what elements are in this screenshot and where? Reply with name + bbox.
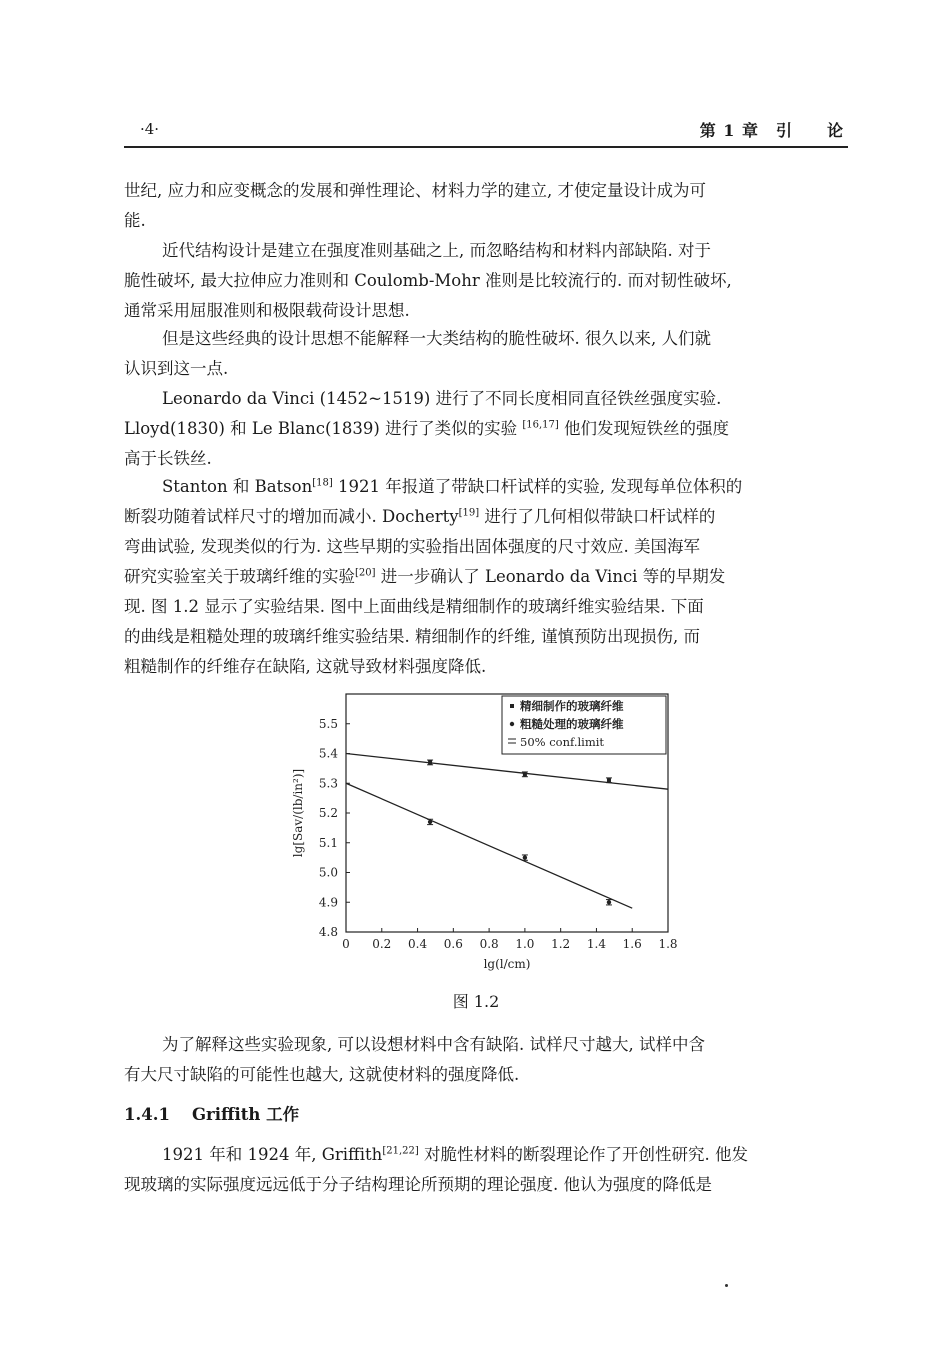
text-line (124, 472, 848, 502)
paragraph-7 (124, 1140, 848, 1200)
text-line (124, 414, 848, 444)
text-line: 的曲线是粗糙处理的玻璃纤维实验结果. 精细制作的纤维, 谨慎预防出现损伤, 而 (124, 627, 700, 646)
text-line: 弯曲试验, 发现类似的行为. 这些早期的实验指出固体强度的尺寸效应. 美国海军 (124, 537, 700, 556)
section-number: 1.4.1 (124, 1105, 170, 1124)
text-line: 有大尺寸缺陷的可能性也越大, 这就使材料的强度降低. (124, 1065, 520, 1084)
text-segment: 进一步确认了 Leonardo da Vinci 等的早期发 (375, 567, 726, 586)
text-line: 通常采用屈服准则和极限载荷设计思想. (124, 301, 410, 320)
x-tick-label: 1.6 (622, 937, 642, 951)
paragraph-4 (124, 384, 848, 474)
text-segment: 1921 年和 1924 年, Griffith (162, 1145, 383, 1164)
x-axis-label: lg(l/cm) (483, 957, 531, 971)
text-line: 认识到这一点. (124, 359, 229, 378)
text-line (124, 502, 848, 532)
figure-caption: 图 1.2 (452, 992, 500, 1011)
chart-legend (502, 696, 666, 754)
data-point (428, 760, 432, 764)
text-segment: Stanton 和 Batson (162, 477, 313, 496)
stray-dot (725, 1284, 728, 1287)
paragraph-3 (124, 324, 848, 384)
text-segment: 1921 年报道了带缺口杆试样的实验, 发现每单位体积的 (332, 477, 743, 496)
text-line: 能. (124, 211, 146, 230)
page-number: ·4· (140, 120, 160, 138)
legend-marker (510, 704, 514, 708)
x-tick-label: 1.2 (551, 937, 571, 951)
citation: [19] (458, 507, 480, 519)
chart-marks (346, 754, 668, 909)
data-point (607, 900, 611, 904)
text-line: Leonardo da Vinci (1452~1519) 进行了不同长度相同直径铁丝强度实验. (162, 389, 722, 408)
text-line (124, 1140, 848, 1170)
text-line: 为了解释这些实验现象, 可以设想材料中含有缺陷. 试样尺寸越大, 试样中含 (162, 1035, 705, 1054)
paragraph-1 (124, 176, 848, 236)
x-tick-label: 0 (342, 937, 350, 951)
citation: [16,17] (522, 419, 559, 431)
legend-label: 50% conf.limit (520, 735, 605, 749)
paragraph-5 (124, 472, 848, 682)
text-segment: 研究实验室关于玻璃纤维的实验 (124, 567, 355, 586)
y-tick-label: 5.2 (318, 806, 338, 820)
paragraph-2 (124, 236, 848, 326)
legend-label: 精细制作的玻璃纤维 (520, 699, 624, 713)
text-line: 但是这些经典的设计思想不能解释一大类结构的脆性破坏. 很久以来, 人们就 (162, 329, 711, 348)
text-segment: Lloyd(1830) 和 Le Blanc(1839) 进行了类似的实验 (124, 419, 523, 438)
x-tick-label: 0.2 (372, 937, 392, 951)
x-tick-label: 0.4 (408, 937, 428, 951)
text-line: 近代结构设计是建立在强度准则基础之上, 而忽略结构和材料内部缺陷. 对于 (162, 241, 711, 260)
chapter-heading: 第 1 章 引 论 (699, 121, 844, 140)
x-tick-label: 1.8 (658, 937, 678, 951)
y-tick-label: 5.4 (318, 746, 338, 761)
y-tick-label: 5.3 (318, 776, 338, 791)
x-tick-label: 0.6 (443, 937, 463, 951)
fit-line (346, 783, 632, 908)
y-tick-label: 5.0 (318, 865, 338, 880)
text-line: 粗糙制作的纤维存在缺陷, 这就导致材料强度降低. (124, 657, 487, 676)
text-line: 世纪, 应力和应变概念的发展和弹性理论、材料力学的建立, 才使定量设计成为可 (124, 181, 706, 200)
text-segment: 他们发现短铁丝的强度 (558, 419, 730, 438)
citation: [20] (355, 567, 376, 579)
text-line: 高于长铁丝. (124, 449, 212, 468)
text-line (124, 562, 848, 592)
data-point (523, 855, 527, 859)
strength-size-chart (280, 680, 700, 980)
section-title: Griffith 工作 (191, 1105, 300, 1124)
x-tick-label: 1.0 (515, 937, 535, 951)
text-line: 脆性破坏, 最大拉伸应力准则和 Coulomb-Mohr 准则是比较流行的. 而对韧性破坏, (124, 271, 732, 290)
y-axis-label: lg[Sav/(lb/in²)] (291, 768, 305, 858)
section-heading (124, 1101, 299, 1125)
text-line: 现. 图 1.2 显示了实验结果. 图中上面曲线是精细制作的玻璃纤维实验结果. 下面 (124, 597, 704, 616)
fit-line (346, 754, 668, 790)
citation: [18] (312, 477, 333, 489)
citation: [21,22] (382, 1145, 419, 1157)
y-tick-label: 4.9 (318, 895, 338, 910)
y-tick-label: 5.5 (318, 716, 338, 731)
paragraph-6 (124, 1030, 848, 1090)
y-tick-label: 5.1 (318, 835, 338, 850)
data-point (607, 778, 611, 782)
text-segment: 对脆性材料的断裂理论作了开创性研究. 他发 (418, 1145, 748, 1164)
data-point (428, 820, 432, 824)
legend-label: 粗糙处理的玻璃纤维 (520, 717, 624, 731)
x-tick-label: 1.4 (586, 937, 606, 951)
text-segment: 断裂功随着试样尺寸的增加而减小. Docherty (124, 507, 459, 526)
data-point (523, 772, 527, 776)
y-tick-label: 4.8 (318, 925, 338, 939)
legend-marker (510, 722, 514, 726)
header-rule (124, 146, 848, 148)
text-segment: 进行了几何相似带缺口杆试样的 (479, 507, 716, 526)
text-line: 现玻璃的实际强度远远低于分子结构理论所预期的理论强度. 他认为强度的降低是 (124, 1175, 712, 1194)
x-tick-label: 0.8 (479, 937, 499, 951)
